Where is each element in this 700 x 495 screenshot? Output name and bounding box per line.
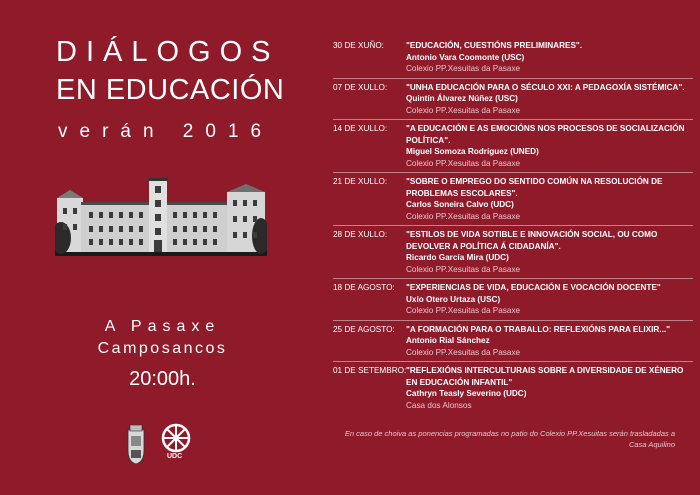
schedule-date: 30 DE XUÑO: xyxy=(333,41,384,50)
divider xyxy=(333,119,693,120)
left-panel xyxy=(0,0,325,495)
schedule-item xyxy=(333,123,693,173)
schedule-item xyxy=(333,82,693,121)
talk-title: "UNHA EDUCACIÓN PARA O SÉCULO XXI: A PEDAGOXÍA SISTÉMICA". xyxy=(406,82,685,92)
schedule-item xyxy=(333,40,693,79)
speaker-name: Ricardo García Mira (UDC) xyxy=(406,253,509,262)
schedule-date: 21 DE XULLO: xyxy=(333,177,388,186)
speaker-name: Cathryn Teasly Severino (UDC) xyxy=(406,389,527,398)
venue-name: Colexio PP.Xesuitas da Pasaxe xyxy=(406,347,521,357)
speaker-name: Quintín Álvarez Núñez (USC) xyxy=(406,94,518,103)
schedule-details xyxy=(406,176,693,222)
udc-logo-icon xyxy=(163,425,189,451)
speaker-name: Antonio Rial Sánchez xyxy=(406,336,490,345)
venue-name: Colexio PP.Xesuitas da Pasaxe xyxy=(406,264,521,274)
location-line-1: A Pasaxe xyxy=(104,318,221,335)
event-time: 20:00h. xyxy=(129,368,196,390)
schedule-details xyxy=(406,40,693,75)
schedule-item xyxy=(333,176,693,226)
talk-title: "A EDUCACIÓN E AS EMOCIÓNS NOS PROCESOS DE SOCIALIZACIÓN POLÍTICA". xyxy=(406,124,685,145)
schedule-details xyxy=(406,229,693,275)
venue-name: Colexio PP.Xesuitas da Pasaxe xyxy=(406,105,521,115)
venue-name: Colexio PP.Xesuitas da Pasaxe xyxy=(406,158,521,168)
schedule-item xyxy=(333,324,693,363)
municipal-crest-icon xyxy=(128,425,144,464)
talk-title: "ESTILOS DE VIDA SOTIBLE E INNOVACIÓN SOCIAL, OU COMO DEVOLVER A POLÍTICA Á CIDADANÍA". xyxy=(406,230,658,251)
location-line-2: Camposancos xyxy=(97,340,228,357)
title-line-2: EN EDUCACIÓN xyxy=(56,74,285,106)
talk-title: "EDUCACIÓN, CUESTIÓNS PRELIMINARES". xyxy=(406,41,583,50)
schedule-date: 07 DE XULLO: xyxy=(333,82,388,92)
divider xyxy=(333,225,693,226)
divider xyxy=(333,278,693,279)
divider xyxy=(333,361,693,362)
divider xyxy=(333,320,693,321)
schedule-details xyxy=(406,123,693,169)
venue-name: Colexio PP.Xesuitas da Pasaxe xyxy=(406,306,521,315)
schedule-date: 14 DE XULLO: xyxy=(333,124,388,133)
schedule-date: 28 DE XULLO: xyxy=(333,230,388,239)
udc-logo-label: UDC xyxy=(167,453,183,460)
venue-name: Colexio PP.Xesuitas da Pasaxe xyxy=(406,211,521,221)
talk-title: "A FORMACIÓN PARA O TRABALLO: REFLEXIÓNS PARA ELIXIR..." xyxy=(406,324,670,334)
schedule-details xyxy=(406,282,693,317)
schedule-item xyxy=(333,229,693,279)
building-photo xyxy=(55,178,267,256)
divider xyxy=(333,78,693,79)
schedule-item xyxy=(333,365,693,411)
venue-name: Casa dos Alonsos xyxy=(406,400,472,410)
subtitle: verán 2016 xyxy=(58,121,274,142)
logos xyxy=(122,422,202,467)
rain-note: En caso de choiva as ponencias programadas no patio do Colexio PP.Xesuitas serán trasladadas a Casa Aquilino xyxy=(344,429,675,449)
schedule-date: 25 DE AGOSTO: xyxy=(333,324,395,334)
divider xyxy=(333,172,693,173)
talk-title: "REFLEXIÓNS INTERCULTURAIS SOBRE A DIVERSIDADE DE XÉNERO EN EDUCACIÓN INFANTIL" xyxy=(406,366,684,387)
speaker-name: Uxío Otero Urtaza (USC) xyxy=(406,294,501,304)
schedule-list xyxy=(333,40,693,411)
speaker-name: Carlos Soneira Calvo (UDC) xyxy=(406,200,514,209)
speaker-name: Miguel Somoza Rodríguez (UNED) xyxy=(406,147,539,156)
talk-title: "SOBRE O EMPREGO DO SENTIDO COMÚN NA RESOLUCIÓN DE PROBLEMAS ESCOLARES". xyxy=(406,177,663,198)
schedule-item xyxy=(333,282,693,321)
schedule-date: 01 DE SETEMBRO: xyxy=(333,366,407,375)
talk-title: "EXPERIENCIAS DE VIDA, EDUCACIÓN E VOCACIÓN DOCENTE" xyxy=(406,283,661,292)
schedule-date: 18 DE AGOSTO: xyxy=(333,283,395,292)
schedule-details xyxy=(406,324,693,359)
title-line-1: DIÁLOGOS xyxy=(56,36,280,68)
speaker-name: Antonio Vara Coomonte (USC) xyxy=(406,52,525,62)
schedule-details xyxy=(406,365,693,411)
schedule-details xyxy=(406,82,693,117)
venue-name: Colexio PP.Xesuitas da Pasaxe xyxy=(406,64,521,73)
